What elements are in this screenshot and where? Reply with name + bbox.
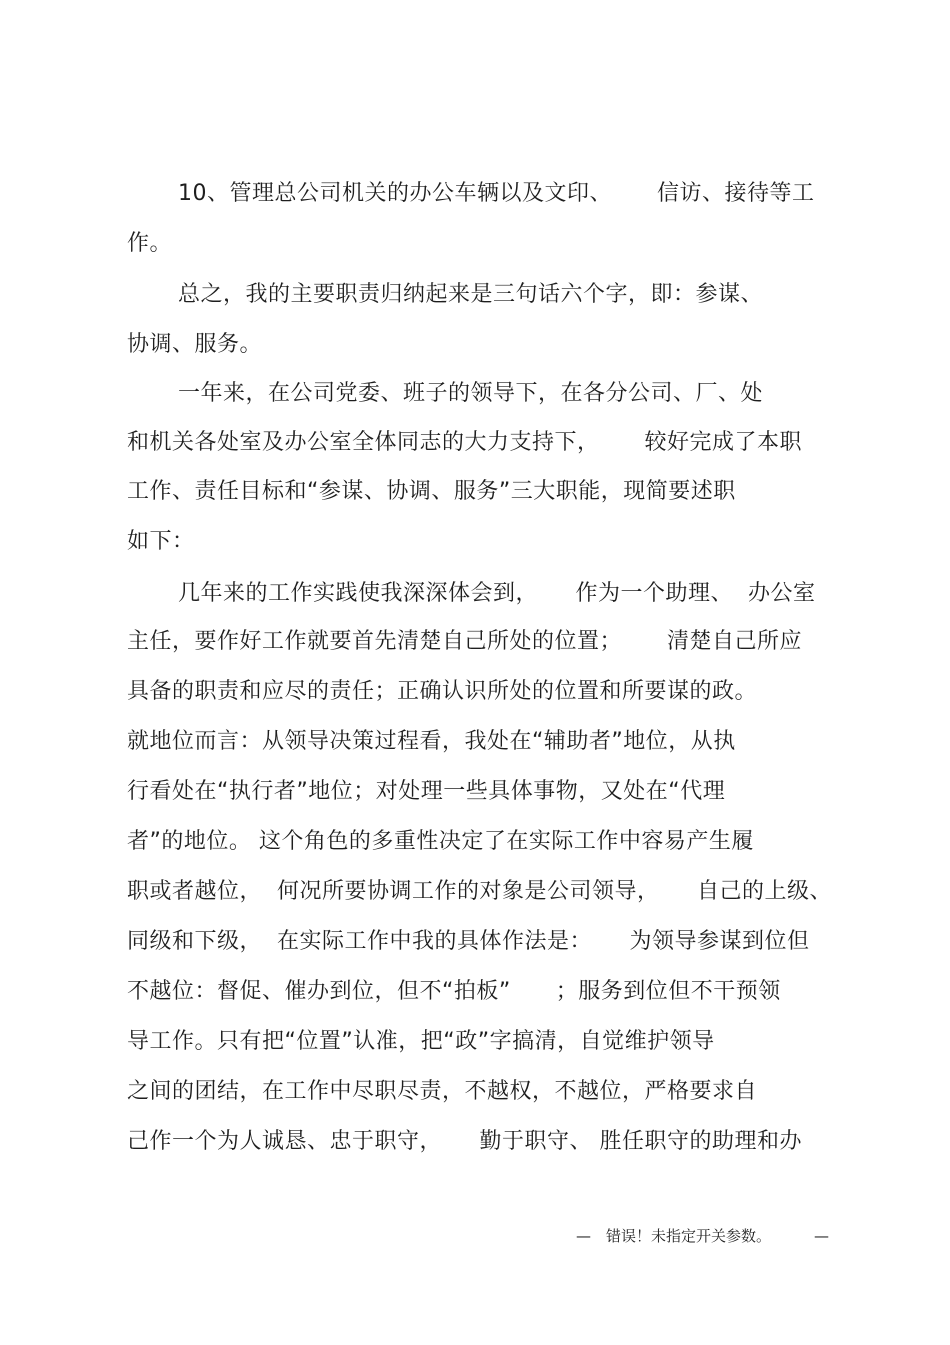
body-line-7: 工作、责任目标和“参谋、协调、服务”三大职能，现简要述职: [127, 479, 736, 504]
body-line-9: 几年来的工作实践使我深深体会到， 作为一个助理、 办公室: [178, 581, 816, 606]
body-line-5: 一年来，在公司党委、班子的领导下，在各分公司、厂、处: [178, 381, 764, 406]
footer-error-text: 错误！未指定开关参数。: [606, 1227, 772, 1245]
body-line-4: 协调、服务。: [127, 332, 263, 357]
body-line-18: 导工作。只有把“位置”认准，把“政”字搞清，自觉维护领导: [127, 1029, 715, 1054]
body-line-15: 职或者越位， 何况所要协调工作的对象是公司领导， 自己的上级、: [127, 879, 832, 904]
body-line-13: 行看处在“执行者”地位；对处理一些具体事物，又处在“代理: [127, 779, 726, 804]
body-line-19: 之间的团结，在工作中尽职尽责，不越权，不越位，严格要求自: [127, 1079, 758, 1104]
body-line-8: 如下：: [127, 529, 195, 554]
body-line-12: 就地位而言：从领导决策过程看，我处在“辅助者”地位，从执: [127, 729, 736, 754]
body-line-6: 和机关各处室及办公室全体同志的大力支持下， 较好完成了本职: [127, 430, 802, 455]
body-line-20: 己作一个为人诚恳、忠于职守， 勤于职守、 胜任职守的助理和办: [127, 1129, 802, 1154]
body-line-16: 同级和下级， 在实际工作中我的具体作法是： 为领导参谋到位但: [127, 929, 810, 954]
body-line-10: 主任，要作好工作就要首先清楚自己所处的位置； 清楚自己所应: [127, 629, 802, 654]
page-footer: [576, 1222, 836, 1250]
footer-dash-right: —: [814, 1227, 829, 1245]
body-line-17: 不越位：督促、催办到位，但不“拍板” ；服务到位但不干预领: [127, 979, 781, 1004]
body-line-2: 作。: [127, 231, 173, 256]
body-line-14: 者”的地位。 这个角色的多重性决定了在实际工作中容易产生履: [127, 829, 754, 854]
footer-dash-left: —: [576, 1227, 591, 1245]
body-line-1: 10、管理总公司机关的办公车辆以及文印、 信访、接待等工: [178, 181, 815, 206]
body-line-3: 总之，我的主要职责归纳起来是三句话六个字，即：参谋、: [178, 282, 764, 307]
body-line-11: 具备的职责和应尽的责任；正确认识所处的位置和所要谋的政。: [127, 679, 758, 704]
